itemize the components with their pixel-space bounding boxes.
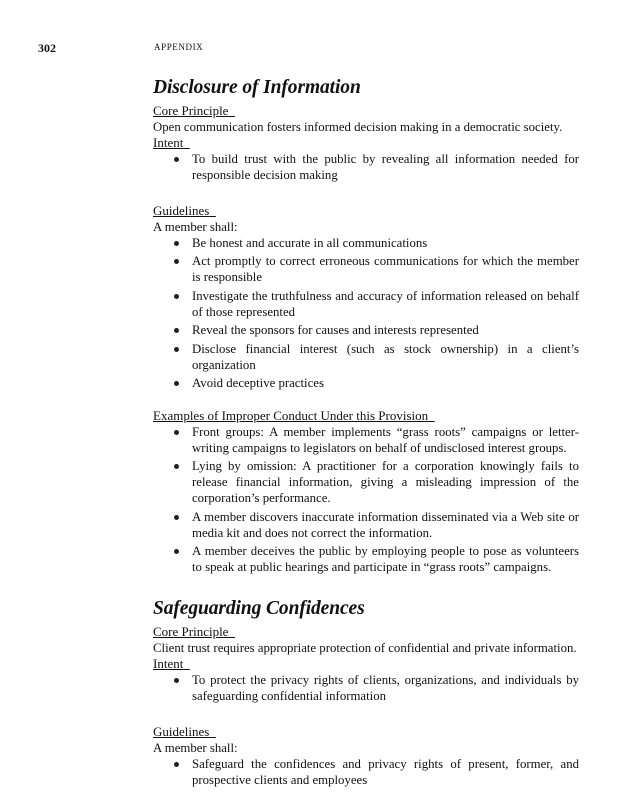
guidelines-intro: A member shall:	[153, 740, 238, 755]
list-item-text: To build trust with the public by revealing all information needed for responsible decision making	[192, 152, 579, 182]
list-item	[153, 672, 579, 704]
guidelines-list	[153, 756, 579, 788]
intent-heading: Intent	[153, 656, 184, 671]
list-item-text: Investigate the truthfulness and accuracy of information released on behalf of those represented	[192, 288, 579, 319]
list-item-text: Safeguard the confidences and privacy rights of present, former, and prospective clients and employees	[192, 756, 579, 787]
list-item	[153, 509, 579, 541]
bullet-icon	[174, 678, 179, 683]
guidelines-heading: Guidelines	[153, 202, 210, 218]
page-content	[153, 76, 579, 790]
spacer	[153, 394, 579, 408]
bullet-icon	[174, 294, 179, 299]
running-head-title: APPENDIX	[154, 42, 204, 52]
bullet-icon	[174, 381, 179, 386]
list-item	[153, 151, 579, 183]
section-title: Disclosure of Information	[153, 77, 361, 98]
list-item-text: Front groups: A member implements “grass roots” campaigns or letter-writing campaigns to legislators on behalf of undisclosed interest groups.	[192, 424, 579, 455]
examples-heading: Examples of Improper Conduct Under this Provision	[153, 407, 429, 423]
list-item	[153, 375, 579, 391]
bullet-icon	[174, 515, 179, 520]
list-item-text: Act promptly to correct erroneous communications for which the member is responsible	[192, 254, 579, 284]
examples-list	[153, 424, 579, 576]
guidelines-intro: A member shall:	[153, 219, 238, 234]
spacer	[153, 707, 579, 724]
bullet-icon	[174, 430, 179, 435]
list-item-text: A member discovers inaccurate information disseminated via a Web site or media kit and does not correct the information.	[192, 509, 579, 540]
core-principle-text: Client trust requires appropriate protection of confidential and private information.	[153, 641, 577, 655]
list-item-text: Reveal the sponsors for causes and interests represented	[192, 323, 479, 337]
list-item	[153, 458, 579, 506]
spacer	[153, 186, 579, 203]
list-item	[153, 424, 579, 456]
page-number: 302	[38, 41, 56, 55]
list-item	[153, 756, 579, 788]
intent-list	[153, 672, 579, 704]
guidelines-heading: Guidelines	[153, 723, 210, 739]
list-item-text: A member deceives the public by employing people to pose as volunteers to speak at public hearings and participate in “grass roots” campaigns.	[192, 544, 579, 574]
running-head	[38, 41, 598, 55]
section-title: Safeguarding Confidences	[153, 598, 365, 619]
list-item	[153, 253, 579, 285]
bullet-icon	[174, 762, 179, 767]
list-item-text: Be honest and accurate in all communications	[192, 235, 428, 250]
core-principle-heading: Core Principle	[153, 103, 229, 118]
list-item	[153, 322, 579, 338]
section-safeguarding-confidences	[153, 597, 579, 788]
intent-heading: Intent	[153, 135, 184, 150]
list-item-text: Lying by omission: A practitioner for a corporation knowingly fails to release financial information, giving a misleading impression of the corporation’s performance.	[192, 459, 579, 505]
bullet-icon	[174, 259, 179, 264]
core-principle-heading: Core Principle	[153, 624, 229, 639]
list-item	[153, 235, 579, 251]
bullet-icon	[174, 347, 179, 352]
list-item	[153, 288, 579, 320]
list-item-text: To protect the privacy rights of clients, organizations, and individuals by safeguarding confidential information	[192, 673, 579, 703]
list-item-text: Disclose financial interest (such as stock ownership) in a client’s organization	[192, 341, 579, 372]
bullet-icon	[174, 464, 179, 469]
list-item	[153, 341, 579, 373]
section-disclosure-of-information	[153, 76, 579, 575]
bullet-icon	[174, 549, 179, 554]
list-item	[153, 543, 579, 575]
intent-list	[153, 151, 579, 183]
guidelines-list	[153, 235, 579, 392]
bullet-icon	[174, 241, 179, 246]
list-item-text: Avoid deceptive practices	[192, 376, 324, 390]
bullet-icon	[174, 328, 179, 333]
core-principle-text: Open communication fosters informed decision making in a democratic society.	[153, 120, 563, 134]
bullet-icon	[174, 157, 179, 162]
